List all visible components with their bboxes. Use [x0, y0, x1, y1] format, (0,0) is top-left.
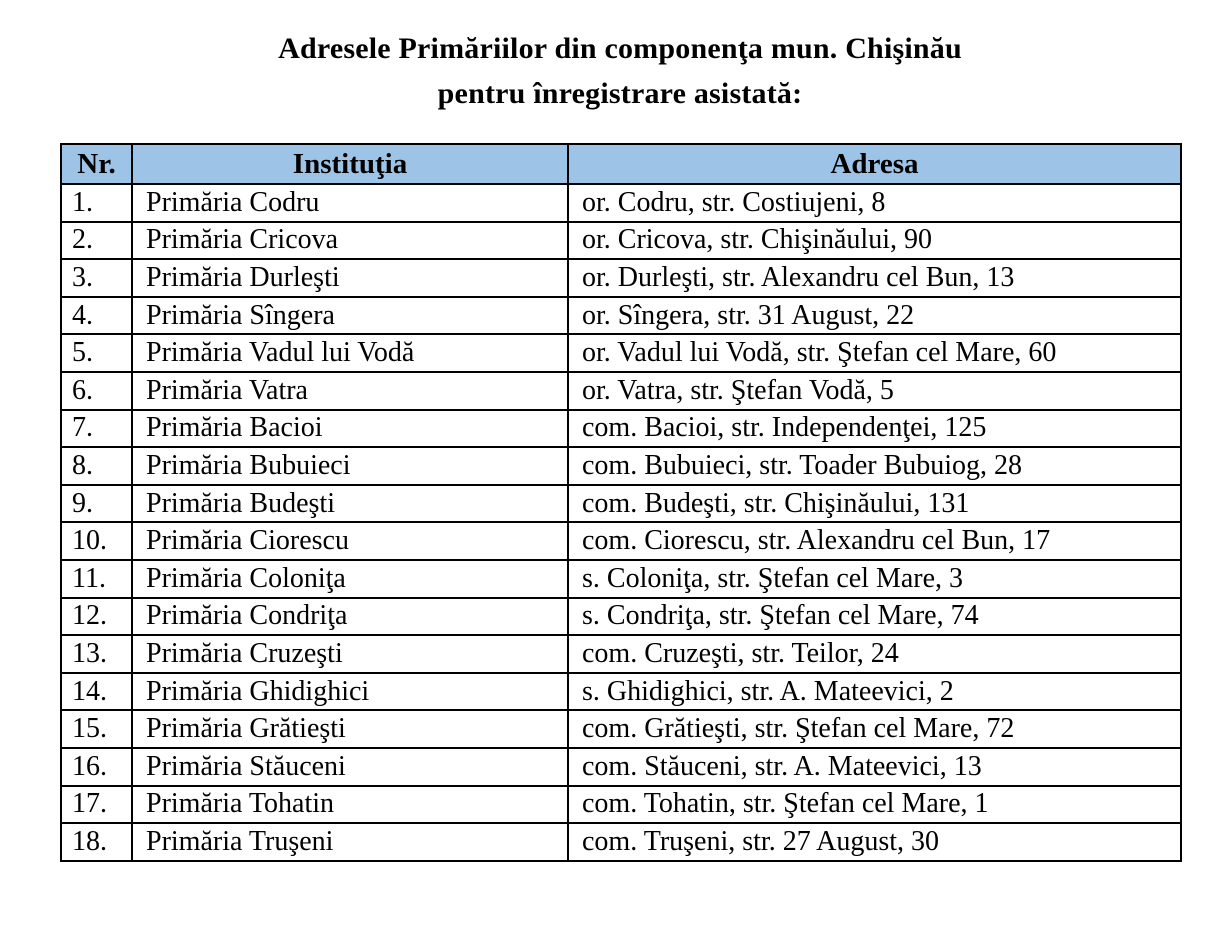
- row-number-cell: 1.: [61, 184, 132, 222]
- institution-cell: Primăria Grătieşti: [132, 710, 568, 748]
- address-cell: or. Vadul lui Vodă, str. Ştefan cel Mare, 60: [568, 334, 1181, 372]
- row-number-cell: 3.: [61, 259, 132, 297]
- address-cell: com. Stăuceni, str. A. Mateevici, 13: [568, 748, 1181, 786]
- row-number-cell: 14.: [61, 673, 132, 711]
- institution-cell: Primăria Cruzeşti: [132, 635, 568, 673]
- table-row: [61, 560, 1181, 598]
- table-row: [61, 259, 1181, 297]
- header-nr: Nr.: [61, 144, 132, 184]
- header-institution: Instituţia: [132, 144, 568, 184]
- institution-cell: Primăria Stăuceni: [132, 748, 568, 786]
- table-header: [61, 144, 1181, 184]
- address-cell: s. Coloniţa, str. Ştefan cel Mare, 3: [568, 560, 1181, 598]
- row-number-cell: 5.: [61, 334, 132, 372]
- table-row: [61, 522, 1181, 560]
- table-header-row: [61, 144, 1181, 184]
- address-cell: or. Codru, str. Costiujeni, 8: [568, 184, 1181, 222]
- row-number-cell: 18.: [61, 823, 132, 861]
- table-row: [61, 786, 1181, 824]
- institution-cell: Primăria Coloniţa: [132, 560, 568, 598]
- row-number-cell: 15.: [61, 710, 132, 748]
- address-cell: com. Bacioi, str. Independenţei, 125: [568, 410, 1181, 448]
- institution-cell: Primăria Condriţa: [132, 598, 568, 636]
- table-row: [61, 485, 1181, 523]
- institution-cell: Primăria Durleşti: [132, 259, 568, 297]
- table-row: [61, 635, 1181, 673]
- table-row: [61, 598, 1181, 636]
- table-row: [61, 222, 1181, 260]
- institution-cell: Primăria Vadul lui Vodă: [132, 334, 568, 372]
- row-number-cell: 13.: [61, 635, 132, 673]
- address-cell: com. Truşeni, str. 27 August, 30: [568, 823, 1181, 861]
- address-cell: or. Vatra, str. Ştefan Vodă, 5: [568, 372, 1181, 410]
- table-row: [61, 372, 1181, 410]
- address-cell: com. Tohatin, str. Ştefan cel Mare, 1: [568, 786, 1181, 824]
- row-number-cell: 10.: [61, 522, 132, 560]
- table-row: [61, 184, 1181, 222]
- institution-cell: Primăria Vatra: [132, 372, 568, 410]
- table-body: [61, 184, 1181, 861]
- row-number-cell: 7.: [61, 410, 132, 448]
- row-number-cell: 11.: [61, 560, 132, 598]
- institution-cell: Primăria Bacioi: [132, 410, 568, 448]
- table-row: [61, 410, 1181, 448]
- header-address: Adresa: [568, 144, 1181, 184]
- row-number-cell: 6.: [61, 372, 132, 410]
- table-row: [61, 710, 1181, 748]
- document-title: [60, 26, 1180, 116]
- institution-cell: Primăria Ciorescu: [132, 522, 568, 560]
- institution-cell: Primăria Cricova: [132, 222, 568, 260]
- row-number-cell: 4.: [61, 297, 132, 335]
- row-number-cell: 12.: [61, 598, 132, 636]
- row-number-cell: 9.: [61, 485, 132, 523]
- address-cell: or. Sîngera, str. 31 August, 22: [568, 297, 1181, 335]
- institution-cell: Primăria Budeşti: [132, 485, 568, 523]
- address-cell: com. Budeşti, str. Chişinăului, 131: [568, 485, 1181, 523]
- institution-cell: Primăria Bubuieci: [132, 447, 568, 485]
- addresses-table: [60, 143, 1182, 862]
- row-number-cell: 16.: [61, 748, 132, 786]
- table-row: [61, 673, 1181, 711]
- address-cell: com. Grătieşti, str. Ştefan cel Mare, 72: [568, 710, 1181, 748]
- institution-cell: Primăria Tohatin: [132, 786, 568, 824]
- institution-cell: Primăria Codru: [132, 184, 568, 222]
- address-cell: or. Durleşti, str. Alexandru cel Bun, 13: [568, 259, 1181, 297]
- row-number-cell: 8.: [61, 447, 132, 485]
- row-number-cell: 17.: [61, 786, 132, 824]
- table-row: [61, 748, 1181, 786]
- address-cell: s. Ghidighici, str. A. Mateevici, 2: [568, 673, 1181, 711]
- table-row: [61, 823, 1181, 861]
- address-cell: s. Condriţa, str. Ştefan cel Mare, 74: [568, 598, 1181, 636]
- document-title-line1: Adresele Primăriilor din componenţa mun. Chişinău: [278, 32, 962, 65]
- address-cell: com. Cruzeşti, str. Teilor, 24: [568, 635, 1181, 673]
- table-row: [61, 297, 1181, 335]
- address-cell: or. Cricova, str. Chişinăului, 90: [568, 222, 1181, 260]
- address-cell: com. Ciorescu, str. Alexandru cel Bun, 17: [568, 522, 1181, 560]
- table-row: [61, 447, 1181, 485]
- institution-cell: Primăria Ghidighici: [132, 673, 568, 711]
- row-number-cell: 2.: [61, 222, 132, 260]
- table-row: [61, 334, 1181, 372]
- institution-cell: Primăria Truşeni: [132, 823, 568, 861]
- institution-cell: Primăria Sîngera: [132, 297, 568, 335]
- document-title-line2: pentru înregistrare asistată:: [437, 77, 803, 110]
- address-cell: com. Bubuieci, str. Toader Bubuiog, 28: [568, 447, 1181, 485]
